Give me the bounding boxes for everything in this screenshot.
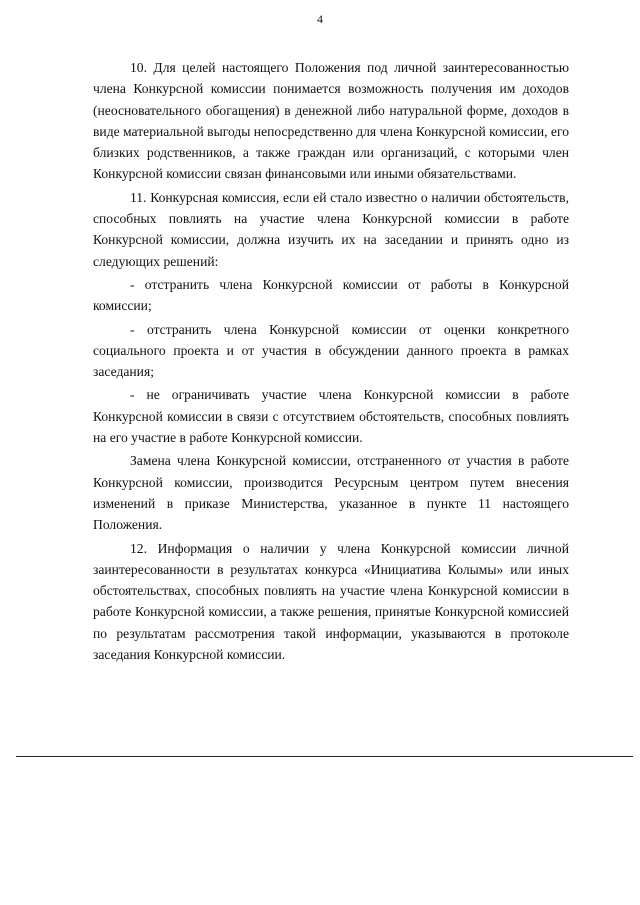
list-item-remove-from-commission: - отстранить члена Конкурсной комиссии от работы в Конкурсной комиссии; bbox=[93, 276, 569, 314]
paragraph-12: 12. Информация о наличии у члена Конкурсной комиссии личной заинтересованности в результатах конкурса «Инициатива Колымы» или иных обстоятельствах, способных повлиять на участие члена Конкурсной комиссии в работе Конкурсной комиссии, а также решения, принятые Конкурсной комиссией по результатам рассмотрения такой информации, указываются в протоколе заседания Конкурсной комиссии. bbox=[93, 540, 569, 663]
list-item-remove-from-project-evaluation: - отстранить члена Конкурсной комиссии от оценки конкретного социального проекта и от участия в обсуждении данного проекта в рамках заседания; bbox=[93, 321, 569, 380]
page-number: 4 bbox=[317, 12, 323, 26]
paragraph-member-replacement: Замена члена Конкурсной комиссии, отстраненного от участия в работе Конкурсной комиссии, производится Ресурсным центром путем внесения изменений в приказе Министерства, указанное в пункте 11 настоящего Положения. bbox=[93, 453, 569, 533]
paragraph-10: 10. Для целей настоящего Положения под личной заинтересованностью члена Конкурсной комиссии понимается возможность получения им доходов (неосновательного обогащения) в денежной либо натуральной форме, доходов в виде материальной выгоды непосредственно для члена Конкурсной комиссии, его близких родственников, а также граждан или организаций, с которыми член Конкурсной комиссии связан финансовыми или иными обязательствами. bbox=[93, 60, 569, 182]
document-body bbox=[93, 57, 569, 667]
paragraph-11: 11. Конкурсная комиссия, если ей стало известно о наличии обстоятельств, способных повлиять на участие члена Конкурсной комиссии в работе Конкурсной комиссии, должна изучить их на заседании и принять одно из следующих решений: bbox=[93, 189, 569, 269]
footer-divider bbox=[16, 756, 633, 757]
list-item-no-restriction: - не ограничивать участие члена Конкурсной комиссии в работе Конкурсной комиссии в связи с отсутствием обстоятельств, способных повлиять на его участие в работе Конкурсной комиссии. bbox=[93, 387, 569, 446]
